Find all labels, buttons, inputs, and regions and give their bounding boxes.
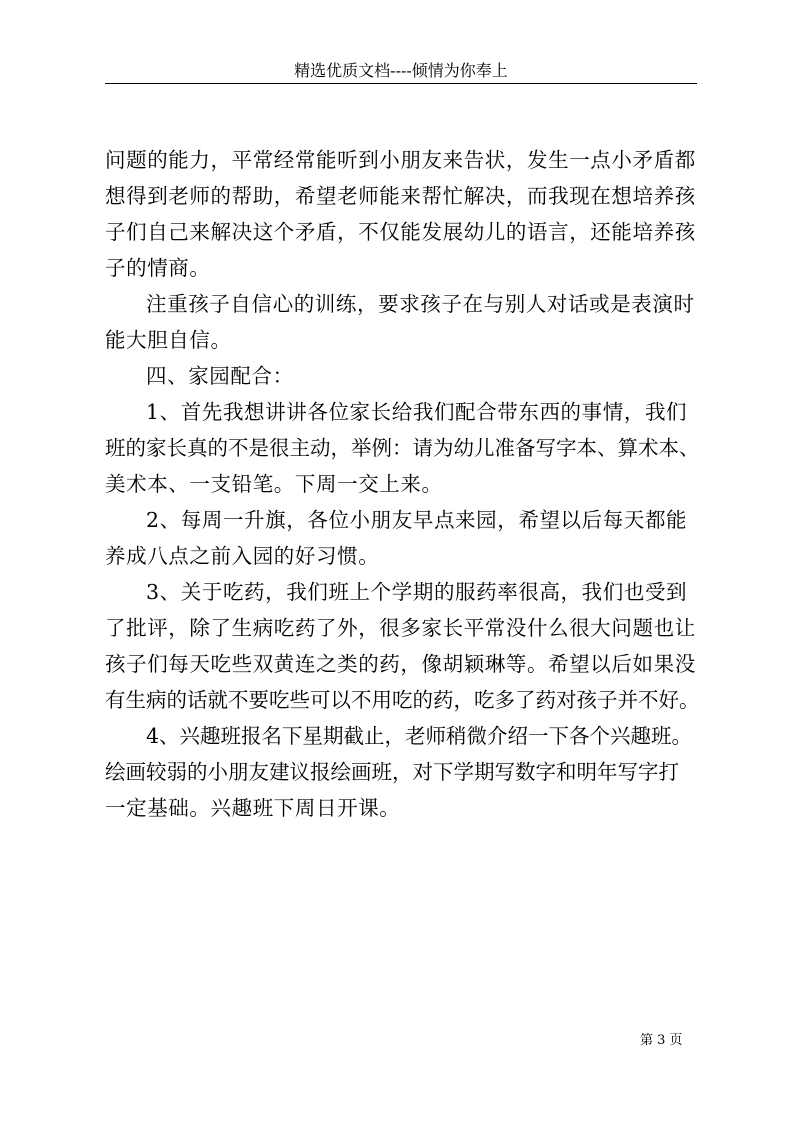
body-line: 孩子们每天吃些双黄连之类的药，像胡颖琳等。希望以后如果没 [105, 652, 696, 676]
body-line: 子们自己来解决这个矛盾，不仅能发展幼儿的语言，还能培养孩 [105, 220, 696, 244]
document-body [105, 142, 705, 826]
body-line: 有生病的话就不要吃些可以不用吃的药，吃多了药对孩子并不好。 [105, 688, 700, 712]
header-divider [105, 83, 697, 84]
body-line: 子的情商。 [105, 256, 211, 280]
body-line: 养成八点之前入园的好习惯。 [105, 544, 380, 568]
body-line: 班的家长真的不是很主动，举例：请为幼儿准备写字本、算术本、 [105, 436, 700, 460]
page-header-title: 精选优质文档----倾情为你奉上 [294, 61, 508, 80]
section-heading: 四、家园配合： [146, 364, 294, 388]
body-line: 绘画较弱的小朋友建议报绘画班，对下学期写数字和明年写字打 [105, 760, 679, 784]
body-line: 一定基础。兴趣班下周日开课。 [105, 796, 401, 820]
body-line: 3、关于吃药，我们班上个学期的服药率很高，我们也受到 [146, 580, 688, 604]
body-line: 4、兴趣班报名下星期截止，老师稍微介绍一下各个兴趣班。 [146, 724, 693, 748]
body-line: 能大胆自信。 [105, 328, 232, 352]
body-line: 2、每周一升旗，各位小朋友早点来园，希望以后每天都能 [146, 508, 688, 532]
body-line: 1、首先我想讲讲各位家长给我们配合带东西的事情，我们 [146, 400, 688, 424]
body-line: 美术本、一支铅笔。下周一交上来。 [105, 472, 443, 496]
body-line: 问题的能力，平常经常能听到小朋友来告状，发生一点小矛盾都 [105, 148, 696, 172]
body-line: 了批评，除了生病吃药了外，很多家长平常没什么很大问题也让 [105, 616, 696, 640]
page-number: 第 3 页 [640, 1033, 683, 1048]
body-line: 注重孩子自信心的训练，要求孩子在与别人对话或是表演时 [146, 292, 695, 316]
body-line: 想得到老师的帮助，希望老师能来帮忙解决，而我现在想培养孩 [105, 184, 696, 208]
